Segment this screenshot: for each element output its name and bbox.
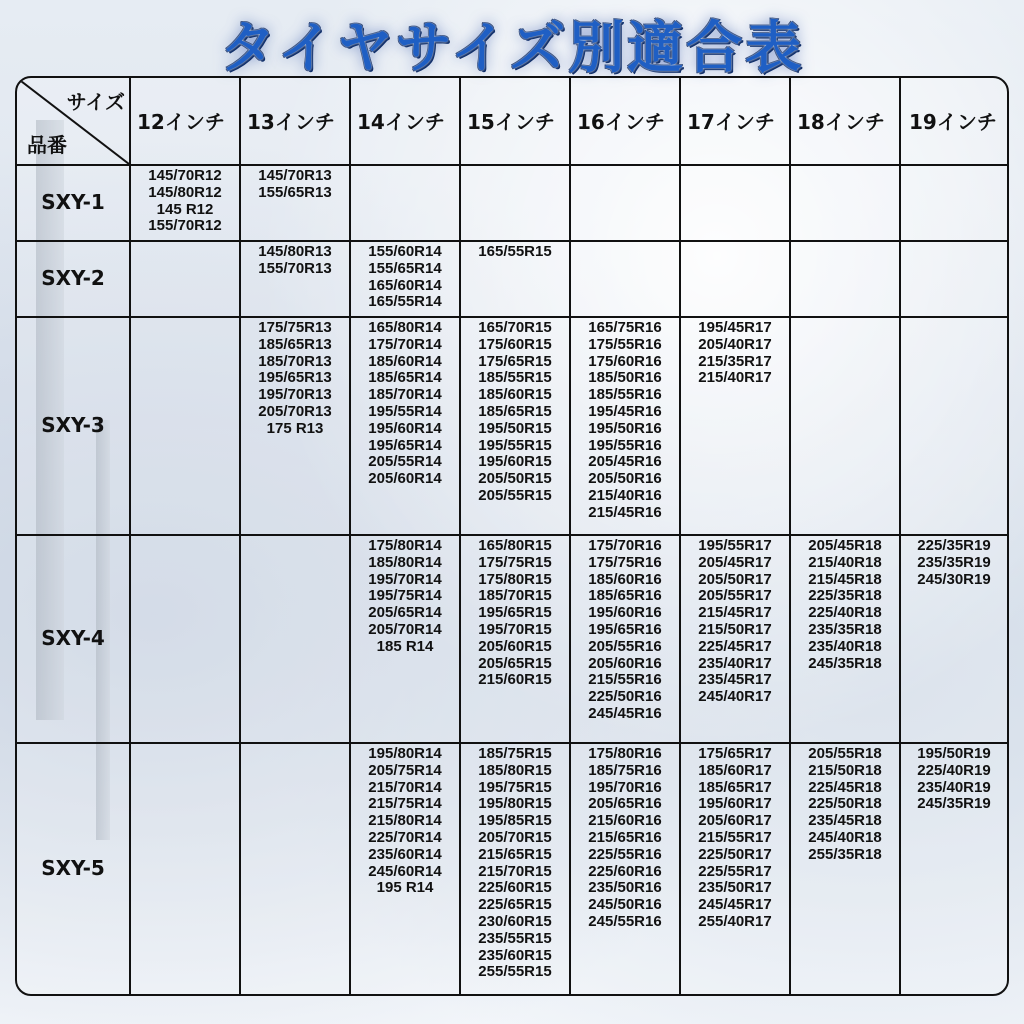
tire-size: 185/50R16 <box>588 369 662 387</box>
tire-size: 185/65R16 <box>588 587 662 605</box>
tire-size: 205/55R17 <box>698 587 772 605</box>
tire-size: 225/55R17 <box>698 862 772 880</box>
tire-size: 245/35R18 <box>808 654 882 672</box>
tire-size: 215/65R15 <box>478 845 552 863</box>
tire-size: 205/60R16 <box>588 654 662 672</box>
tire-size: 235/45R18 <box>808 812 882 830</box>
size-cell <box>571 316 681 534</box>
tire-size: 195/60R14 <box>368 419 442 437</box>
tire-size: 175/75R15 <box>478 553 552 571</box>
tire-size: 195/55R17 <box>698 537 772 554</box>
size-cell <box>351 240 461 316</box>
tire-size: 155/60R14 <box>368 243 442 260</box>
table-row <box>17 534 1007 744</box>
size-cell <box>241 164 351 240</box>
tire-size: 245/35R19 <box>917 795 991 813</box>
size-cell <box>351 316 461 534</box>
tire-size: 235/35R19 <box>917 553 991 571</box>
model-cell: SXY-4 <box>17 534 131 742</box>
size-cell <box>571 742 681 994</box>
tire-size: 205/55R18 <box>808 745 882 762</box>
tire-size: 225/45R18 <box>808 778 882 796</box>
tire-size: 165/80R14 <box>368 319 442 336</box>
tire-size: 185/75R15 <box>478 745 552 762</box>
tire-size: 230/60R15 <box>478 912 552 930</box>
corner-model-label: 品番 <box>27 133 67 157</box>
tire-size: 245/40R17 <box>698 688 772 706</box>
tire-size: 225/50R16 <box>588 688 662 706</box>
tire-size: 245/30R19 <box>917 570 991 588</box>
tire-size-table <box>15 76 1009 996</box>
tire-size: 205/55R15 <box>478 486 552 504</box>
size-cell <box>461 534 571 742</box>
tire-size: 245/60R14 <box>368 862 442 880</box>
model-cell: SXY-3 <box>17 316 131 534</box>
tire-size: 175/65R15 <box>478 352 552 370</box>
tire-size: 225/70R14 <box>368 828 442 846</box>
tire-size: 145/80R12 <box>148 183 222 201</box>
tire-size: 175/55R16 <box>588 335 662 353</box>
tire-size: 215/75R14 <box>368 795 442 813</box>
tire-size: 225/40R18 <box>808 604 882 622</box>
size-cell <box>241 534 351 742</box>
tire-size: 205/60R14 <box>368 470 442 488</box>
tire-size: 195/50R19 <box>917 745 991 762</box>
size-cell <box>681 534 791 742</box>
tire-size: 145/70R12 <box>148 167 222 184</box>
tire-size: 195/70R15 <box>478 620 552 638</box>
table-row <box>17 240 1007 318</box>
tire-size: 235/55R15 <box>478 929 552 947</box>
tire-size: 255/35R18 <box>808 845 882 863</box>
tire-size: 155/70R13 <box>258 259 332 277</box>
column-header-13: 13インチ <box>241 78 351 164</box>
tire-size: 185/80R15 <box>478 761 552 779</box>
tire-size: 215/40R16 <box>588 486 662 504</box>
tire-size: 185/55R15 <box>478 369 552 387</box>
tire-size: 185/60R14 <box>368 352 442 370</box>
size-cell <box>131 164 241 240</box>
tire-size: 225/35R18 <box>808 587 882 605</box>
tire-size: 175/60R16 <box>588 352 662 370</box>
column-header-14: 14インチ <box>351 78 461 164</box>
tire-size: 195/85R15 <box>478 812 552 830</box>
tire-size: 195/80R15 <box>478 795 552 813</box>
size-cell <box>241 742 351 994</box>
tire-size: 205/60R15 <box>478 637 552 655</box>
column-header-17: 17インチ <box>681 78 791 164</box>
size-cell <box>351 742 461 994</box>
tire-size: 205/65R16 <box>588 795 662 813</box>
size-cell <box>461 316 571 534</box>
size-cell <box>681 164 791 240</box>
size-cell <box>791 164 901 240</box>
tire-size: 205/55R14 <box>368 453 442 471</box>
size-cell <box>131 742 241 994</box>
column-header-12: 12インチ <box>131 78 241 164</box>
tire-size: 205/70R15 <box>478 828 552 846</box>
tire-size: 205/50R15 <box>478 470 552 488</box>
tire-size: 185/55R16 <box>588 386 662 404</box>
tire-size: 185/60R17 <box>698 761 772 779</box>
tire-size: 205/50R16 <box>588 470 662 488</box>
tire-size: 215/35R17 <box>698 352 772 370</box>
tire-size: 205/45R18 <box>808 537 882 554</box>
tire-size: 245/55R16 <box>588 912 662 930</box>
tire-size: 175/75R16 <box>588 553 662 571</box>
tire-size: 185/65R14 <box>368 369 442 387</box>
tire-size: 165/75R16 <box>588 319 662 336</box>
tire-size: 155/65R14 <box>368 259 442 277</box>
tire-size: 225/60R16 <box>588 862 662 880</box>
tire-size: 195/70R14 <box>368 570 442 588</box>
size-cell <box>791 534 901 742</box>
size-cell <box>131 534 241 742</box>
tire-size: 215/40R17 <box>698 369 772 387</box>
tire-size: 165/70R15 <box>478 319 552 336</box>
tire-size: 215/60R15 <box>478 671 552 689</box>
tire-size: 215/50R18 <box>808 761 882 779</box>
tire-size: 145/80R13 <box>258 243 332 260</box>
tire-size: 235/40R17 <box>698 654 772 672</box>
tire-size: 175 R13 <box>266 419 324 437</box>
size-cell <box>351 534 461 742</box>
tire-size: 175/80R15 <box>478 570 552 588</box>
tire-size: 215/70R15 <box>478 862 552 880</box>
tire-size: 205/55R16 <box>588 637 662 655</box>
tire-size: 185/70R14 <box>368 386 442 404</box>
size-cell <box>241 240 351 316</box>
model-cell: SXY-5 <box>17 742 131 994</box>
tire-size: 235/60R14 <box>368 845 442 863</box>
size-cell <box>901 316 1007 534</box>
tire-size: 215/70R14 <box>368 778 442 796</box>
tire-size: 195/65R15 <box>478 604 552 622</box>
tire-size: 145 R12 <box>156 200 214 218</box>
column-header-15: 15インチ <box>461 78 571 164</box>
tire-size: 175/80R14 <box>368 537 442 554</box>
tire-size: 185/65R13 <box>258 335 332 353</box>
tire-size: 195/65R16 <box>588 620 662 638</box>
tire-size: 215/80R14 <box>368 812 442 830</box>
size-cell <box>241 316 351 534</box>
tire-size: 225/45R17 <box>698 637 772 655</box>
page-title: タイヤサイズ別適合表 <box>219 16 805 81</box>
table-row <box>17 742 1007 994</box>
tire-size: 215/60R16 <box>588 812 662 830</box>
tire-size: 225/50R18 <box>808 795 882 813</box>
size-cell <box>461 240 571 316</box>
tire-size: 195/60R16 <box>588 604 662 622</box>
tire-size: 185/80R14 <box>368 553 442 571</box>
column-header-19: 19インチ <box>909 110 997 134</box>
tire-size: 175/70R14 <box>368 335 442 353</box>
tire-size: 215/45R16 <box>588 503 662 521</box>
tire-size: 175/80R16 <box>588 745 662 762</box>
tire-size: 205/50R17 <box>698 570 772 588</box>
tire-size: 215/45R18 <box>808 570 882 588</box>
size-cell <box>571 164 681 240</box>
size-cell <box>131 316 241 534</box>
size-cell <box>571 534 681 742</box>
tire-size: 215/55R16 <box>588 671 662 689</box>
tire-size: 195/55R15 <box>478 436 552 454</box>
tire-size: 195/55R16 <box>588 436 662 454</box>
tire-size: 185/65R15 <box>478 402 552 420</box>
size-cell <box>901 164 1007 240</box>
tire-size: 165/55R14 <box>368 293 442 311</box>
size-cell <box>131 240 241 316</box>
tire-size: 195/70R16 <box>588 778 662 796</box>
size-cell <box>461 742 571 994</box>
tire-size: 235/35R18 <box>808 620 882 638</box>
tire-size: 235/40R18 <box>808 637 882 655</box>
tire-size: 195 R14 <box>376 879 434 897</box>
tire-size: 195/55R14 <box>368 402 442 420</box>
tire-size: 165/60R14 <box>368 276 442 294</box>
tire-size: 245/50R16 <box>588 896 662 914</box>
size-cell <box>351 164 461 240</box>
tire-size: 175/65R17 <box>698 745 772 762</box>
tire-size: 155/70R12 <box>148 217 222 235</box>
model-cell: SXY-1 <box>17 164 131 240</box>
tire-size: 185 R14 <box>376 637 434 655</box>
tire-size: 145/70R13 <box>258 167 332 184</box>
tire-size: 195/60R15 <box>478 453 552 471</box>
tire-size: 225/60R15 <box>478 879 552 897</box>
tire-size: 195/65R14 <box>368 436 442 454</box>
tire-size: 205/70R14 <box>368 620 442 638</box>
size-cell <box>791 316 901 534</box>
tire-size: 185/60R16 <box>588 570 662 588</box>
tire-size: 195/45R16 <box>588 402 662 420</box>
tire-size: 215/65R16 <box>588 828 662 846</box>
model-cell: SXY-2 <box>17 240 131 316</box>
tire-size: 245/40R18 <box>808 828 882 846</box>
table-row <box>17 164 1007 242</box>
tire-size: 195/60R17 <box>698 795 772 813</box>
table-header-row <box>17 78 1007 166</box>
size-cell <box>791 742 901 994</box>
tire-size: 195/50R16 <box>588 419 662 437</box>
corner-size-label: サイズ <box>66 90 125 114</box>
tire-size: 235/60R15 <box>478 946 552 964</box>
size-cell <box>791 240 901 316</box>
tire-size: 185/70R13 <box>258 352 332 370</box>
tire-size: 205/65R15 <box>478 654 552 672</box>
tire-size: 205/75R14 <box>368 761 442 779</box>
tire-size: 205/70R13 <box>258 402 332 420</box>
tire-size: 235/50R16 <box>588 879 662 897</box>
tire-size: 225/40R19 <box>917 761 991 779</box>
tire-size: 205/40R17 <box>698 335 772 353</box>
tire-size: 165/55R15 <box>478 243 552 260</box>
tire-size: 195/70R13 <box>258 386 332 404</box>
tire-size: 205/65R14 <box>368 604 442 622</box>
tire-size: 175/60R15 <box>478 335 552 353</box>
size-cell <box>461 164 571 240</box>
tire-size: 195/80R14 <box>368 745 442 762</box>
tire-size: 205/60R17 <box>698 812 772 830</box>
tire-size: 155/65R13 <box>258 183 332 201</box>
tire-size: 185/60R15 <box>478 386 552 404</box>
tire-size: 185/75R16 <box>588 761 662 779</box>
tire-size: 195/45R17 <box>698 319 772 336</box>
tire-size: 165/80R15 <box>478 537 552 554</box>
tire-size: 205/45R16 <box>588 453 662 471</box>
tire-size: 195/65R13 <box>258 369 332 387</box>
tire-size: 185/70R15 <box>478 587 552 605</box>
tire-size: 255/40R17 <box>698 912 772 930</box>
table-row <box>17 316 1007 536</box>
tire-size: 245/45R17 <box>698 896 772 914</box>
tire-size: 215/55R17 <box>698 828 772 846</box>
tire-size: 215/45R17 <box>698 604 772 622</box>
tire-size: 215/50R17 <box>698 620 772 638</box>
tire-size: 195/75R15 <box>478 778 552 796</box>
size-cell <box>681 742 791 994</box>
tire-size: 175/70R16 <box>588 537 662 554</box>
size-cell <box>901 534 1007 742</box>
column-header-18: 18インチ <box>791 78 901 164</box>
tire-size: 235/40R19 <box>917 778 991 796</box>
tire-size: 215/40R18 <box>808 553 882 571</box>
size-cell <box>901 240 1007 316</box>
tire-size: 225/35R19 <box>917 537 991 554</box>
tire-size: 235/50R17 <box>698 879 772 897</box>
tire-size: 185/65R17 <box>698 778 772 796</box>
corner-cell <box>17 78 131 164</box>
size-cell <box>681 240 791 316</box>
tire-size: 225/50R17 <box>698 845 772 863</box>
size-cell <box>901 742 1007 994</box>
column-header-16: 16インチ <box>571 78 681 164</box>
size-cell <box>571 240 681 316</box>
tire-size: 245/45R16 <box>588 704 662 722</box>
tire-size: 195/75R14 <box>368 587 442 605</box>
tire-size: 255/55R15 <box>478 963 552 981</box>
tire-size: 225/55R16 <box>588 845 662 863</box>
tire-size: 205/45R17 <box>698 553 772 571</box>
tire-size: 235/45R17 <box>698 671 772 689</box>
size-cell <box>681 316 791 534</box>
tire-size: 225/65R15 <box>478 896 552 914</box>
tire-size: 195/50R15 <box>478 419 552 437</box>
tire-size: 175/75R13 <box>258 319 332 336</box>
